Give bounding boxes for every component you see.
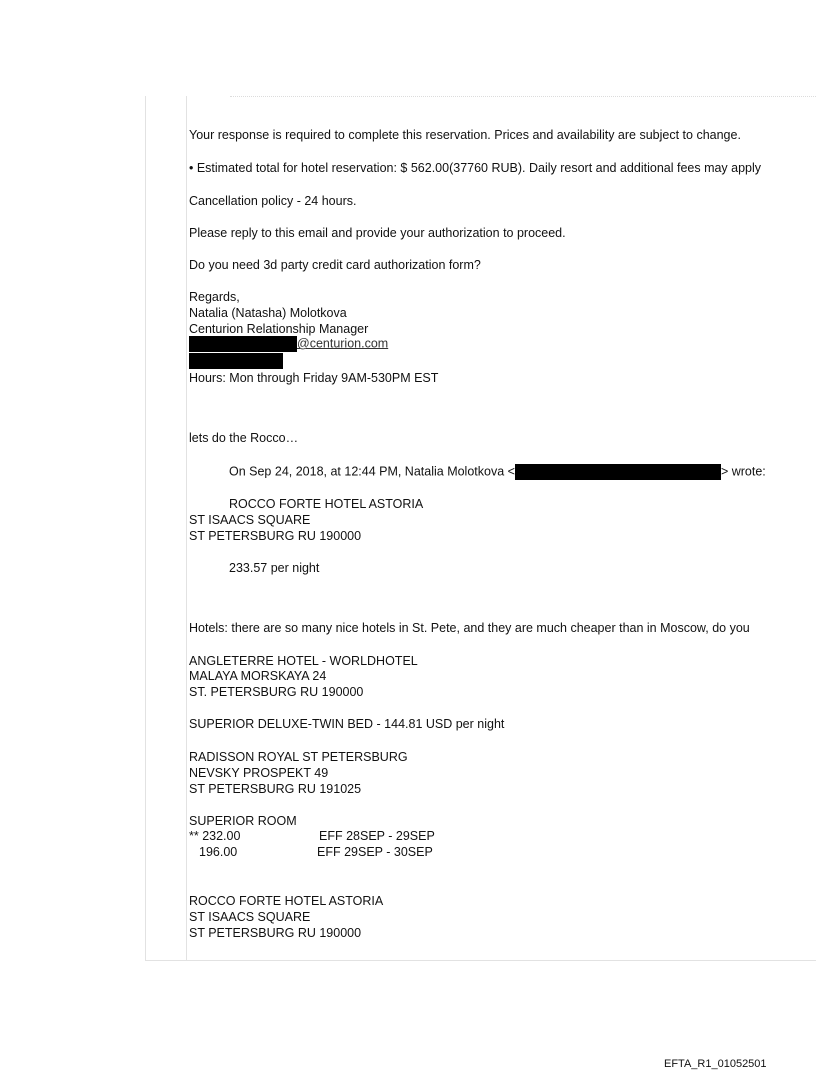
estimated-total-bullet: • Estimated total for hotel reservation: $ 562.00(37760 RUB). Daily resort and additional fees may apply [189, 161, 762, 175]
rocco-street: ST ISAACS SQUARE [189, 513, 311, 527]
radisson-room: SUPERIOR ROOM [189, 814, 297, 828]
hotels-intro-text: Hotels: there are so many nice hotels in St. Pete, and they are much cheaper than in Moscow, do you [189, 621, 750, 635]
radisson-street: NEVSKY PROSPEKT 49 [189, 766, 329, 780]
rocco2-city: ST PETERSBURG RU 190000 [189, 926, 362, 940]
rocco-city: ST PETERSBURG RU 190000 [189, 529, 362, 543]
signature-title: Centurion Relationship Manager [189, 322, 369, 336]
document-id: EFTA_R1_01052501 [664, 1058, 767, 1070]
quote-header [189, 464, 766, 480]
rocco2-street: ST ISAACS SQUARE [189, 910, 311, 924]
angleterre-room: SUPERIOR DELUXE-TWIN BED - 144.81 USD per night [189, 717, 505, 731]
quote-header-suffix: > wrote: [720, 464, 766, 479]
quote-rule [186, 96, 187, 960]
redaction-box [189, 353, 283, 369]
message-text: lets do the Rocco… [189, 431, 299, 445]
cancellation-policy-text: Cancellation policy - 24 hours. [189, 194, 357, 208]
radisson-name: RADISSON ROYAL ST PETERSBURG [189, 750, 408, 764]
email-domain-link[interactable]: @centurion.com [297, 336, 389, 351]
signature-regards: Regards, [189, 290, 240, 304]
radisson-rate-2-eff: EFF 29SEP - 30SEP [317, 845, 433, 859]
radisson-rate-2-price: 196.00 [199, 845, 238, 859]
response-required-text: Your response is required to complete this reservation. Prices and availability are subject to change. [189, 128, 741, 142]
signature-email [189, 336, 388, 352]
radisson-city: ST PETERSBURG RU 191025 [189, 782, 362, 796]
angleterre-name: ANGLETERRE HOTEL - WORLDHOTEL [189, 654, 418, 668]
signature-name: Natalia (Natasha) Molotkova [189, 306, 347, 320]
angleterre-street: MALAYA MORSKAYA 24 [189, 669, 327, 683]
rocco-name: ROCCO FORTE HOTEL ASTORIA [229, 497, 424, 511]
radisson-rate-1-price: ** 232.00 [189, 829, 241, 843]
please-reply-text: Please reply to this email and provide your authorization to proceed. [189, 226, 566, 240]
angleterre-city: ST. PETERSBURG RU 190000 [189, 685, 364, 699]
redaction-box [189, 336, 297, 352]
signature-hours: Hours: Mon through Friday 9AM-530PM EST [189, 371, 439, 385]
email-body [189, 124, 816, 954]
radisson-rate-1-eff: EFF 28SEP - 29SEP [319, 829, 435, 843]
rocco2-name: ROCCO FORTE HOTEL ASTORIA [189, 894, 384, 908]
authorization-question: Do you need 3d party credit card authorization form? [189, 258, 481, 272]
top-divider [230, 96, 816, 98]
redaction-box [515, 464, 721, 480]
rocco-price: 233.57 per night [229, 561, 320, 575]
quote-header-prefix: On Sep 24, 2018, at 12:44 PM, Natalia Molotkova < [229, 464, 515, 479]
